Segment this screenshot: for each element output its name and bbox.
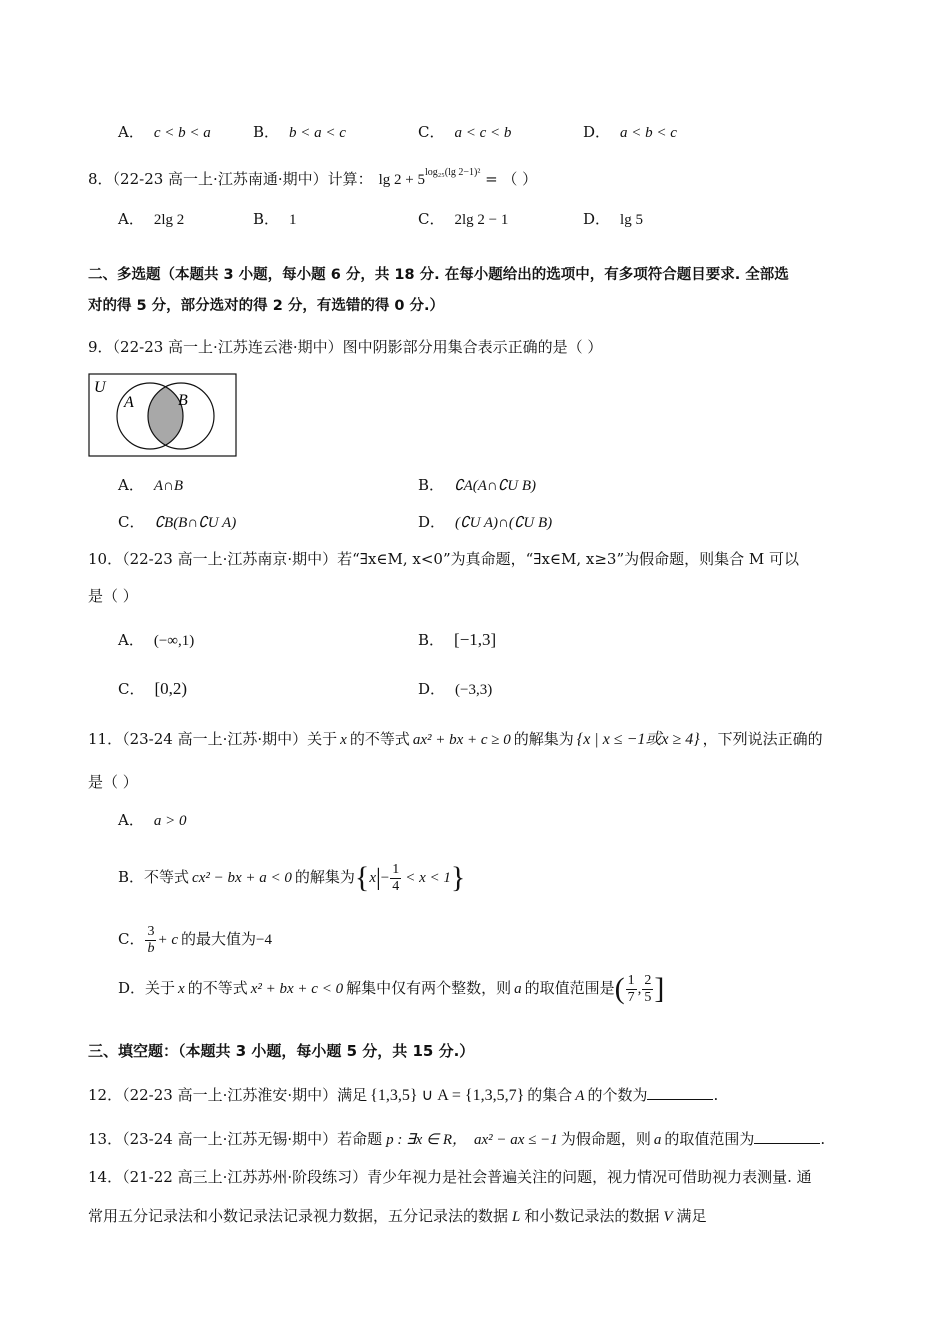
q8-option-c: C． 2lg 2 − 1 — [418, 210, 509, 228]
q11-stem-line1: 11．（23-24 高一上·江苏·期中）关于 x 的不等式 ax² + bx + c ≥ 0 的解集为 {x | x ≤ −1或x ≥ 4} ，下列说法正确的 — [88, 730, 823, 748]
venn-label-a: A — [124, 394, 134, 411]
q8-stem: 8．（22-23 高一上·江苏南通·期中）计算： $\lg 2 + 5^{log_{25}(lg 2-1)^2}$ = （ ） — [88, 167, 538, 188]
q9-option-d: D． (∁U A)∩(∁U B) — [418, 513, 553, 531]
venn-diagram — [88, 373, 238, 457]
q14-stem-line1: 14．（21-22 高三上·江苏苏州·阶段练习）青少年视力是社会普遍关注的问题，视力情况可借助视力表测量. 通 — [88, 1168, 812, 1186]
q7-option-a: A． c < b < a — [118, 123, 211, 141]
venn-label-u: U — [94, 379, 106, 396]
q9-option-a: A． A∩B — [118, 476, 184, 494]
q13-answer-blank[interactable] — [754, 1129, 820, 1144]
q11-option-c: C． $\frac{3}{b}$ + c 的最大值为−4 — [118, 923, 272, 956]
q11-option-a: A． a > 0 — [118, 811, 187, 829]
q10-stem-line1: 10．（22-23 高一上·江苏南京·期中）若“∃x∈M, x<0”为真命题，“∃x∈M, x≥3”为假命题，则集合 M 可以 — [88, 550, 800, 568]
q11-option-d: D．关于 x 的不等式 x² + bx + c < 0 解集中仅有两个整数，则 a 的取值范围是( $\frac{1}{7}$ , $\frac{2}{5}$ ] — [118, 972, 665, 1005]
q9-option-b: B． ∁A(A∩∁U B) — [418, 476, 537, 494]
q7-option-c: C． a < c < b — [418, 123, 512, 141]
q8-option-a: A． 2lg 2 — [118, 210, 185, 228]
q11-stem-line2: 是（ ） — [88, 773, 138, 791]
section-2-heading-line1: 二、多选题（本题共 3 小题，每小题 6 分，共 18 分. 在每小题给出的选项中，有多项符合题目要求. 全部选 — [88, 267, 789, 283]
q12-answer-blank[interactable] — [647, 1085, 713, 1100]
q9-option-c: C． ∁B(B∩∁U A) — [118, 513, 237, 531]
q7-option-b: B． b < a < c — [253, 123, 346, 141]
q10-option-d: D． (−3,3) — [418, 680, 493, 698]
q11-option-b: B．不等式 cx² − bx + a < 0 的解集为{x|− $\frac{1}{4}$ < x < 1} — [118, 861, 466, 894]
q13-stem: 13．（23-24 高一上·江苏无锡·期中）若命题 p : ∃x ∈ R， ax² − ax ≤ −1 为假命题，则 a 的取值范围为 . — [88, 1130, 826, 1148]
q10-option-a: A． (−∞,1) — [118, 631, 195, 649]
section-3-heading: 三、填空题：（本题共 3 小题，每小题 5 分，共 15 分.） — [88, 1042, 475, 1060]
q8-option-b: B． 1 — [253, 210, 297, 228]
q10-option-c: C． [0,2) — [118, 679, 188, 698]
section-2-heading-line2: 对的得 5 分，部分选对的得 2 分，有选错的得 0 分.） — [88, 298, 445, 314]
venn-label-b: B — [178, 392, 188, 409]
q12-stem: 12．（22-23 高一上·江苏淮安·期中）满足 {1,3,5} ∪ A = {1,3,5,7} 的集合 A 的个数为 . — [88, 1086, 719, 1104]
q10-stem-line2: 是（ ） — [88, 587, 138, 605]
q9-stem: 9．（22-23 高一上·江苏连云港·期中）图中阴影部分用集合表示正确的是（ ） — [88, 338, 603, 356]
q7-option-d: D． a < b < c — [583, 123, 677, 141]
q10-option-b: B． [−1,3] — [418, 630, 497, 649]
q8-option-d: D． lg 5 — [583, 210, 643, 228]
q14-stem-line2: 常用五分记录法和小数记录法记录视力数据，五分记录法的数据 L 和小数记录法的数据 V 满足 — [88, 1207, 707, 1225]
